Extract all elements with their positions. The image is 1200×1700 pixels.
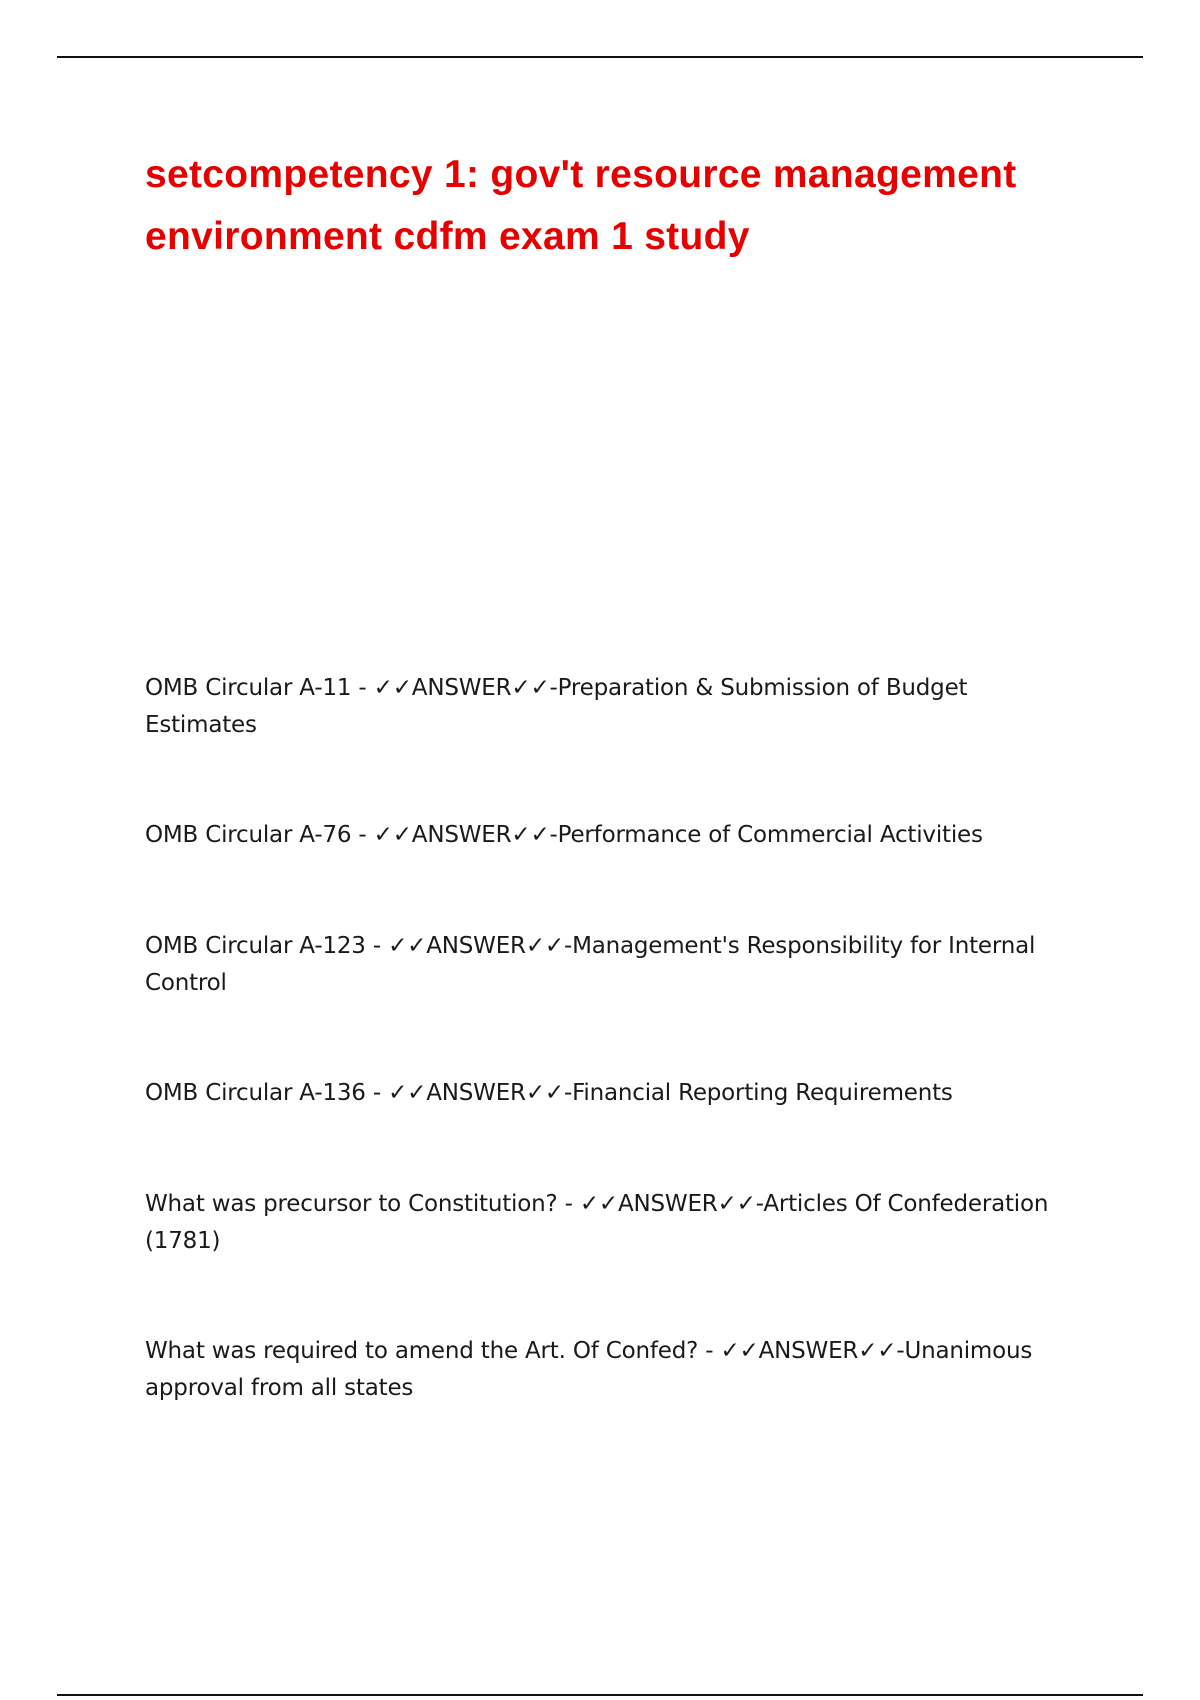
qa-answer: Articles Of Confederation (1781) xyxy=(145,1191,1049,1254)
qa-item xyxy=(145,1333,1085,1406)
qa-question: OMB Circular A-11 xyxy=(145,675,352,701)
bottom-rule xyxy=(57,1694,1143,1696)
qa-question: OMB Circular A-123 xyxy=(145,933,366,959)
answer-marker: ✓✓ANSWER✓✓- xyxy=(388,1080,573,1106)
qa-separator: - xyxy=(365,933,389,959)
top-rule xyxy=(57,56,1143,58)
answer-marker: ✓✓ANSWER✓✓- xyxy=(720,1338,905,1364)
qa-separator: - xyxy=(351,675,374,701)
qa-item xyxy=(145,928,1085,1001)
qa-question: What was precursor to Constitution? xyxy=(145,1191,558,1217)
qa-separator: - xyxy=(698,1338,721,1364)
qa-question: What was required to amend the Art. Of Confed? xyxy=(145,1338,699,1364)
document-title: setcompetency 1: gov't resource management environment cdfm exam 1 study xyxy=(145,153,1017,258)
qa-answer: Preparation & Submission of Budget Estimates xyxy=(145,675,968,738)
qa-separator: - xyxy=(557,1191,580,1217)
qa-answer: Financial Reporting Requirements xyxy=(572,1080,953,1106)
answer-marker: ✓✓ANSWER✓✓- xyxy=(579,1191,764,1217)
qa-item xyxy=(145,1075,1085,1112)
qa-answer: Management's Responsibility for Internal Control xyxy=(145,933,1036,996)
qa-separator: - xyxy=(365,1080,389,1106)
qa-question: OMB Circular A-136 xyxy=(145,1080,366,1106)
answer-marker: ✓✓ANSWER✓✓- xyxy=(373,675,558,701)
qa-answer: Unanimous approval from all states xyxy=(145,1338,1033,1401)
qa-item xyxy=(145,817,1085,854)
qa-question: OMB Circular A-76 xyxy=(145,822,352,848)
qa-answer: Performance of Commercial Activities xyxy=(557,822,983,848)
qa-item xyxy=(145,1186,1085,1259)
answer-marker: ✓✓ANSWER✓✓- xyxy=(373,822,558,848)
answer-marker: ✓✓ANSWER✓✓- xyxy=(388,933,573,959)
qa-separator: - xyxy=(351,822,374,848)
qa-item xyxy=(145,670,1085,743)
